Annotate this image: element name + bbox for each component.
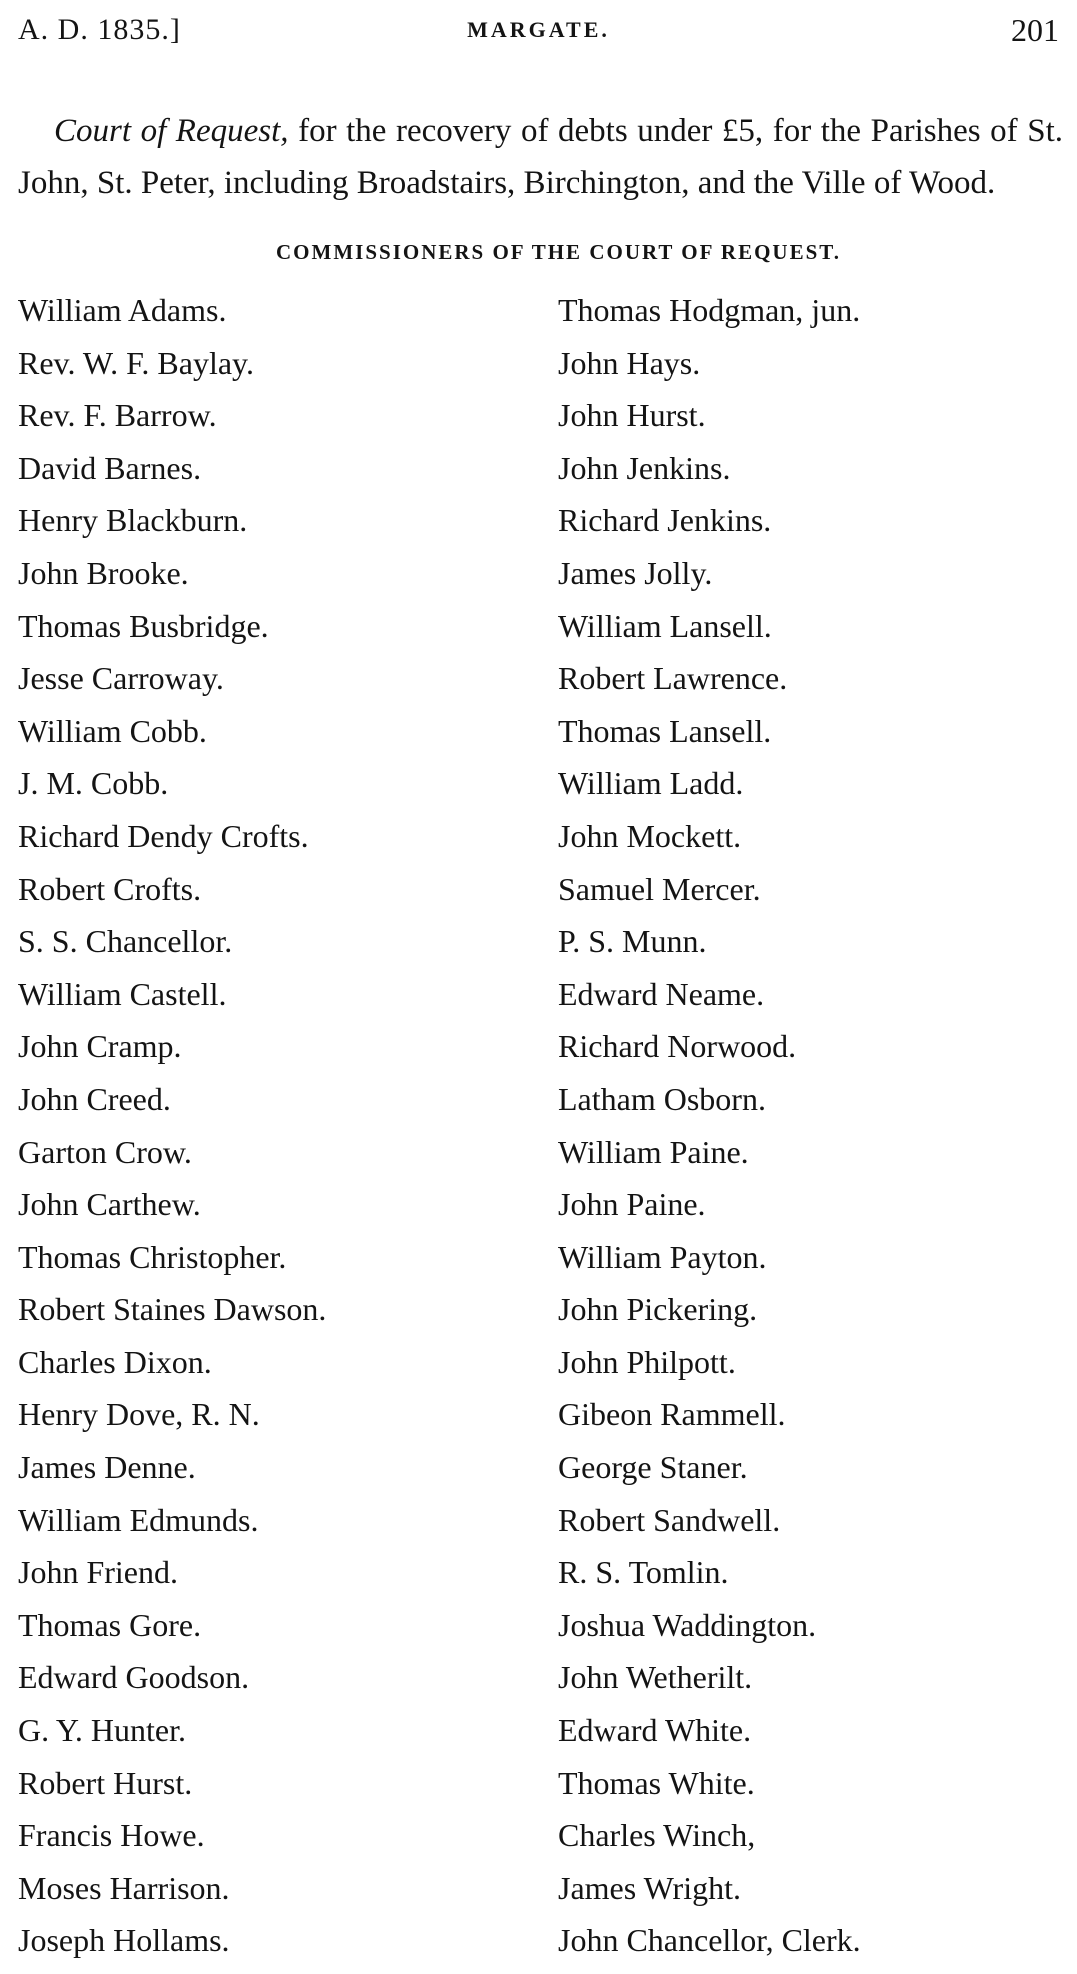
commissioner-name: Thomas Busbridge. bbox=[18, 607, 269, 644]
commissioner-name: Thomas Gore. bbox=[18, 1606, 202, 1643]
commissioner-name: J. M. Cobb. bbox=[18, 765, 169, 802]
commissioner-name: William Ladd. bbox=[558, 765, 744, 802]
commissioner-name: S. S. Chancellor. bbox=[18, 923, 233, 960]
commissioner-name: Moses Harrison. bbox=[18, 1869, 230, 1906]
commissioner-name: Thomas Hodgman, jun. bbox=[558, 292, 861, 328]
commissioner-name: John Mockett. bbox=[558, 817, 742, 854]
commissioner-name: John Friend. bbox=[18, 1554, 178, 1591]
commissioner-name: James Wright. bbox=[558, 1869, 741, 1906]
commissioner-name: James Denne. bbox=[18, 1449, 196, 1486]
commissioner-name: Robert Hurst. bbox=[18, 1764, 193, 1801]
commissioner-name: John Paine. bbox=[558, 1186, 706, 1223]
commissioner-name: Rev. W. F. Baylay. bbox=[18, 344, 254, 381]
commissioner-name: John Creed. bbox=[18, 1080, 171, 1117]
commissioner-name: Samuel Mercer. bbox=[558, 870, 761, 907]
intro-text: for the recovery of debts under £5, for the Parishes of St. John, St. Peter, including Broadstairs, Birchington, and the Ville of Wood. bbox=[18, 113, 1064, 201]
commissioner-name: John Chancellor, Clerk. bbox=[558, 1922, 861, 1959]
commissioners-heading: COMMISSIONERS OF THE COURT OF REQUEST. bbox=[276, 240, 841, 264]
commissioner-name: John Brooke. bbox=[18, 554, 189, 591]
commissioner-name: William Lansell. bbox=[558, 607, 772, 644]
commissioner-name: William Edmunds. bbox=[18, 1501, 259, 1538]
commissioners-right-column bbox=[558, 284, 1077, 1967]
commissioner-name: Garton Crow. bbox=[18, 1133, 192, 1170]
commissioner-name: Charles Winch, bbox=[558, 1817, 756, 1854]
commissioner-name: Edward Goodson. bbox=[18, 1659, 250, 1696]
commissioner-name: Robert Lawrence. bbox=[558, 660, 788, 697]
commissioner-name: William Castell. bbox=[18, 975, 227, 1012]
commissioner-name: Latham Osborn. bbox=[558, 1080, 766, 1117]
running-head bbox=[18, 8, 1059, 52]
commissioner-name: William Paine. bbox=[558, 1133, 749, 1170]
intro-paragraph bbox=[18, 105, 1063, 209]
commissioner-name: G. Y. Hunter. bbox=[18, 1712, 186, 1749]
commissioner-name: Henry Blackburn. bbox=[18, 502, 248, 539]
commissioner-name: Robert Staines Dawson. bbox=[18, 1291, 327, 1328]
commissioner-name: John Wetherilt. bbox=[558, 1659, 753, 1696]
commissioner-name: Thomas White. bbox=[558, 1764, 755, 1801]
commissioner-name: Henry Dove, R. N. bbox=[18, 1396, 260, 1433]
commissioner-name: John Hays. bbox=[558, 344, 701, 381]
commissioner-name: Richard Norwood. bbox=[558, 1028, 797, 1065]
commissioner-name: Francis Howe. bbox=[18, 1817, 205, 1854]
commissioner-name: Thomas Lansell. bbox=[558, 712, 772, 749]
commissioner-name: John Cramp. bbox=[18, 1028, 182, 1065]
commissioner-name: James Jolly. bbox=[558, 554, 713, 591]
commissioner-name: David Barnes. bbox=[18, 449, 202, 486]
commissioner-name: John Philpott. bbox=[558, 1343, 736, 1380]
commissioner-name: Joseph Hollams. bbox=[18, 1922, 230, 1959]
commissioner-name: Robert Crofts. bbox=[18, 870, 202, 907]
commissioner-name: Edward Neame. bbox=[558, 975, 765, 1012]
commissioner-name: George Staner. bbox=[558, 1449, 748, 1486]
commissioner-name: P. S. Munn. bbox=[558, 923, 707, 960]
commissioner-name: Edward White. bbox=[558, 1712, 752, 1749]
commissioner-name: William Adams. bbox=[18, 292, 227, 328]
commissioner-name: Robert Sandwell. bbox=[558, 1501, 781, 1538]
commissioner-name: William Cobb. bbox=[18, 712, 207, 749]
running-head-date: A. D. 1835.] bbox=[18, 13, 181, 46]
commissioner-name: Richard Jenkins. bbox=[558, 502, 772, 539]
commissioner-name: Joshua Waddington. bbox=[558, 1606, 817, 1643]
commissioner-name: John Carthew. bbox=[18, 1186, 201, 1223]
commissioner-name: Rev. F. Barrow. bbox=[18, 397, 217, 434]
commissioner-name: William Payton. bbox=[558, 1238, 767, 1275]
commissioners-left-column bbox=[18, 284, 538, 1967]
commissioner-name: Gibeon Rammell. bbox=[558, 1396, 786, 1433]
commissioner-name: Thomas Christopher. bbox=[18, 1238, 287, 1275]
commissioner-name: Richard Dendy Crofts. bbox=[18, 817, 309, 854]
page-number: 201 bbox=[1011, 12, 1059, 48]
commissioners-list bbox=[18, 284, 1063, 1974]
commissioner-name: Charles Dixon. bbox=[18, 1343, 212, 1380]
commissioner-name: John Pickering. bbox=[558, 1291, 758, 1328]
running-head-title: MARGATE. bbox=[467, 17, 610, 42]
commissioner-name: R. S. Tomlin. bbox=[558, 1554, 729, 1591]
commissioner-name: Jesse Carroway. bbox=[18, 660, 224, 697]
court-name: Court of Request, bbox=[54, 113, 289, 149]
commissioner-name: John Hurst. bbox=[558, 397, 706, 434]
commissioner-name: John Jenkins. bbox=[558, 449, 731, 486]
